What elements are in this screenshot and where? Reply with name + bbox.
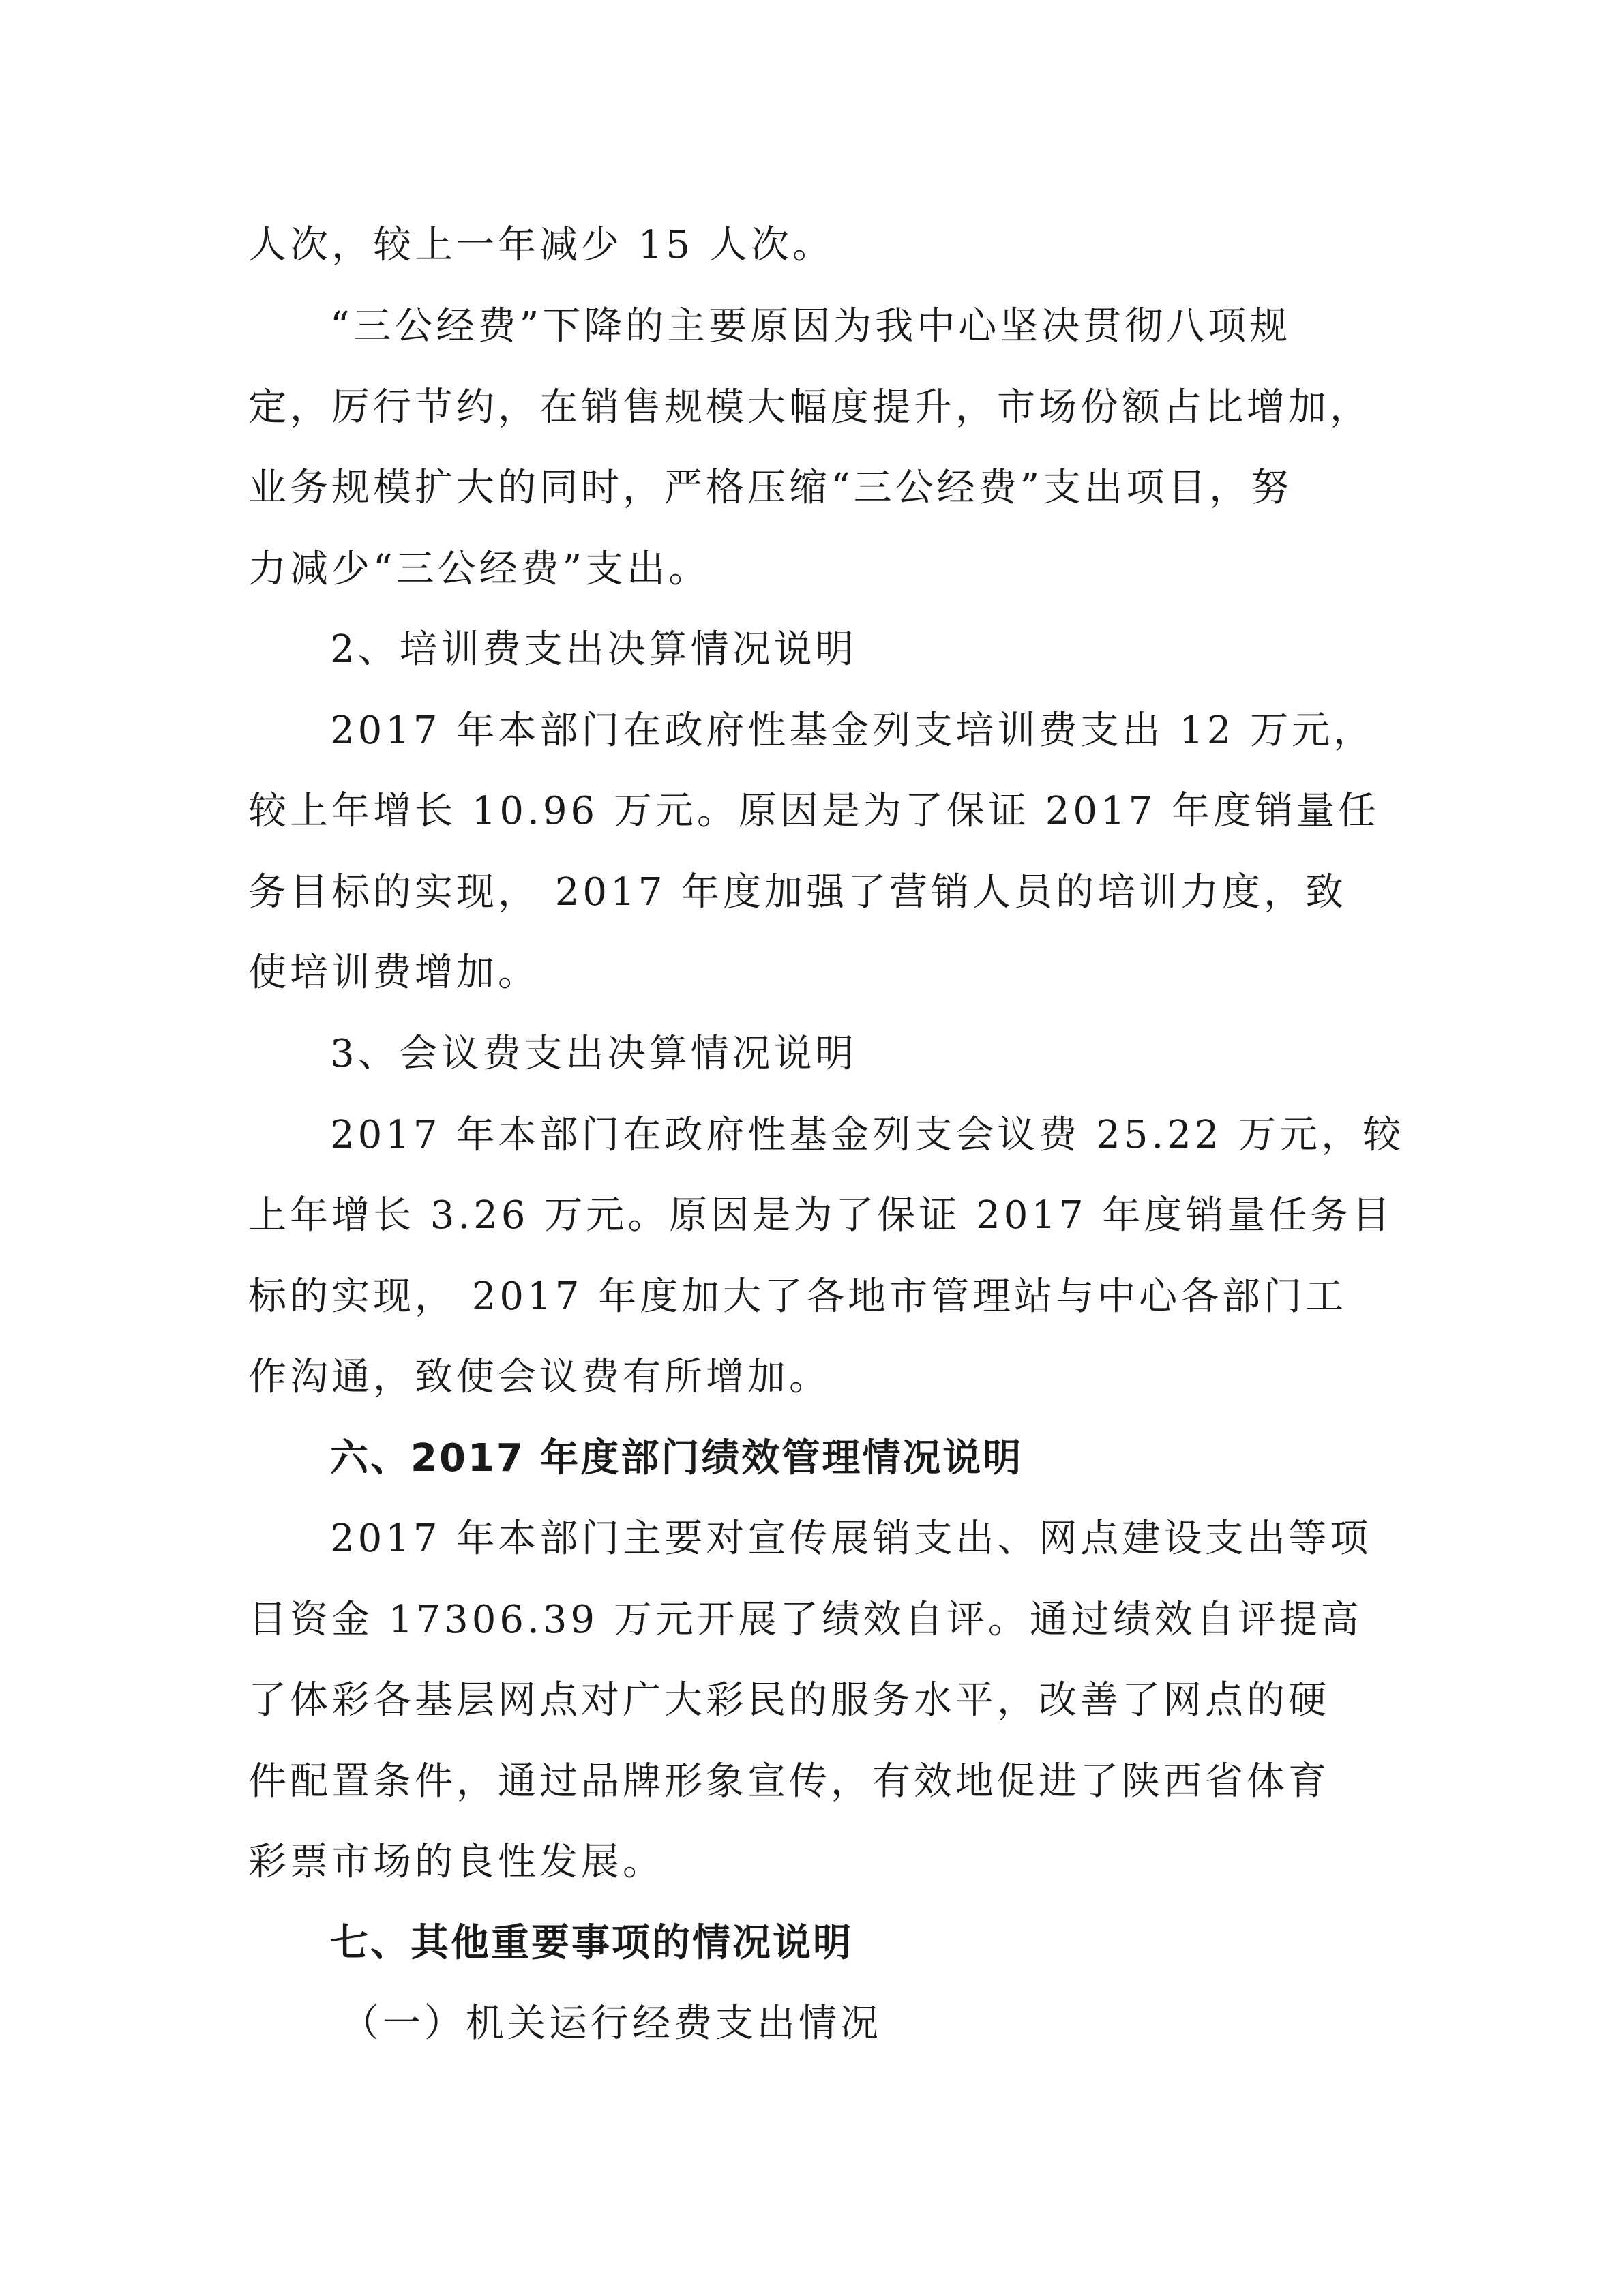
paragraph-line: 务目标的实现， 2017 年度加强了营销人员的培训力度，致 (248, 870, 1347, 914)
paragraph-line: 标的实现， 2017 年度加大了各地市管理站与中心各部门工 (248, 1274, 1347, 1319)
subsection-title: 2、培训费支出决算情况说明 (330, 627, 857, 672)
paragraph-line: 人次，较上一年减少 15 人次。 (248, 223, 834, 267)
paragraph-line: 较上年增长 10.96 万元。原因是为了保证 2017 年度销量任 (248, 789, 1380, 833)
section-heading: 六、2017 年度部门绩效管理情况说明 (330, 1436, 1024, 1480)
paragraph-line: 作沟通，致使会议费有所增加。 (248, 1355, 831, 1399)
section-heading: 七、其他重要事项的情况说明 (330, 1921, 853, 1965)
subsection-title: 3、会议费支出决算情况说明 (330, 1032, 857, 1076)
paragraph-line: 目资金 17306.39 万元开展了绩效自评。通过绩效自评提高 (248, 1598, 1363, 1642)
paragraph-line: 了体彩各基层网点对广大彩民的服务水平，改善了网点的硬 (248, 1678, 1330, 1723)
paragraph-line: 使培训费增加。 (248, 951, 539, 995)
paragraph-line: 2017 年本部门在政府性基金列支培训费支出 12 万元， (330, 709, 1375, 753)
paragraph-line: 件配置条件，通过品牌形象宣传，有效地促进了陕西省体育 (248, 1759, 1330, 1804)
paragraph-line: “三公经费”下降的主要原因为我中心坚决贯彻八项规 (330, 304, 1292, 348)
paragraph-line: 彩票市场的良性发展。 (248, 1840, 664, 1884)
paragraph-line: 上年增长 3.26 万元。原因是为了保证 2017 年度销量任务目 (248, 1193, 1394, 1238)
paragraph-line: 2017 年本部门主要对宣传展销支出、网点建设支出等项 (330, 1517, 1372, 1561)
subsection-title: （一）机关运行经费支出情况 (341, 2001, 882, 2046)
paragraph-line: 力减少“三公经费”支出。 (248, 547, 711, 591)
paragraph-line: 业务规模扩大的同时，严格压缩“三公经费”支出项目，努 (248, 466, 1293, 510)
paragraph-line: 定，厉行节约，在销售规模大幅度提升，市场份额占比增加， (248, 385, 1371, 430)
paragraph-line: 2017 年本部门在政府性基金列支会议费 25.22 万元，较 (330, 1113, 1405, 1157)
